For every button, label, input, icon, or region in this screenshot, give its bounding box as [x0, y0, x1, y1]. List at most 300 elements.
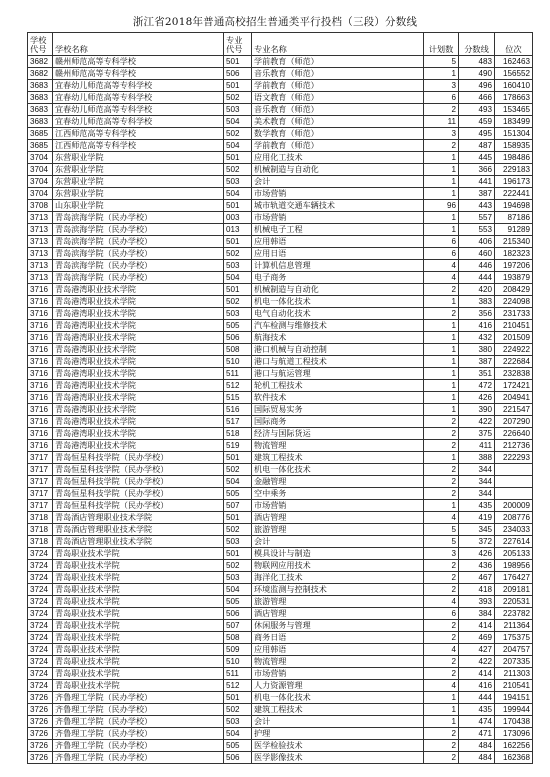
table-row: [28, 176, 533, 188]
cell-school-code: 3726: [28, 692, 53, 704]
cell-score: 384: [459, 608, 495, 620]
cell-major-name: 酒店管理: [252, 608, 424, 620]
cell-major-code: 508: [224, 344, 252, 356]
cell-major-code: 501: [224, 284, 252, 296]
cell-school-code: 3713: [28, 272, 53, 284]
cell-school-code: 3683: [28, 80, 53, 92]
header-major-name: 专业名称: [252, 33, 424, 56]
cell-school-code: 3724: [28, 632, 53, 644]
cell-school-name: 齐鲁理工学院（民办学校）: [53, 692, 224, 704]
cell-school-name: 青岛港湾职业技术学院: [53, 344, 224, 356]
cell-plan: 2: [424, 428, 459, 440]
cell-major-code: 503: [224, 308, 252, 320]
cell-major-code: 504: [224, 584, 252, 596]
table-row: [28, 428, 533, 440]
cell-plan: 1: [424, 500, 459, 512]
table-row: [28, 284, 533, 296]
header-plan: 计划数: [424, 33, 459, 56]
cell-plan: 2: [424, 488, 459, 500]
cell-plan: 1: [424, 332, 459, 344]
table-row: [28, 704, 533, 716]
cell-major-name: 语文教育（师范）: [252, 92, 424, 104]
cell-rank: 209181: [495, 584, 533, 596]
cell-score: 493: [459, 104, 495, 116]
table-row: [28, 632, 533, 644]
cell-school-name: 青岛职业技术学院: [53, 608, 224, 620]
cell-rank: 170438: [495, 716, 533, 728]
cell-school-code: 3716: [28, 416, 53, 428]
cell-plan: 2: [424, 656, 459, 668]
cell-major-code: 504: [224, 116, 252, 128]
cell-score: 471: [459, 728, 495, 740]
header-school-code-line2: 代号: [30, 44, 47, 54]
cell-score: 344: [459, 476, 495, 488]
cell-school-code: 3708: [28, 200, 53, 212]
cell-school-code: 3713: [28, 236, 53, 248]
cell-plan: 1: [424, 716, 459, 728]
cell-major-code: 501: [224, 200, 252, 212]
cell-plan: 4: [424, 272, 459, 284]
cell-school-name: 齐鲁理工学院（民办学校）: [53, 716, 224, 728]
cell-school-code: 3718: [28, 536, 53, 548]
cell-school-code: 3724: [28, 548, 53, 560]
cell-rank: 207335: [495, 656, 533, 668]
cell-major-name: 会计: [252, 176, 424, 188]
cell-score: 406: [459, 236, 495, 248]
cell-major-code: 509: [224, 644, 252, 656]
cell-major-code: 515: [224, 392, 252, 404]
cell-plan: 1: [424, 164, 459, 176]
cell-major-code: 506: [224, 332, 252, 344]
cell-school-name: 齐鲁理工学院（民办学校）: [53, 728, 224, 740]
cell-rank: 91289: [495, 224, 533, 236]
cell-plan: 6: [424, 92, 459, 104]
cell-rank: 201509: [495, 332, 533, 344]
cell-major-name: 模具设计与制造: [252, 548, 424, 560]
cell-major-name: 学前教育（师范）: [252, 80, 424, 92]
cell-score: 411: [459, 440, 495, 452]
cell-school-name: 青岛酒店管理职业技术学院: [53, 512, 224, 524]
cell-major-code: 516: [224, 404, 252, 416]
cell-score: 435: [459, 704, 495, 716]
cell-plan: 5: [424, 536, 459, 548]
cell-score: 441: [459, 176, 495, 188]
table-row: [28, 368, 533, 380]
cell-rank: 153465: [495, 104, 533, 116]
cell-plan: 1: [424, 392, 459, 404]
table-row: [28, 740, 533, 752]
cell-rank: 182323: [495, 248, 533, 260]
cell-rank: 183499: [495, 116, 533, 128]
cell-rank: 215340: [495, 236, 533, 248]
cell-rank: 158935: [495, 140, 533, 152]
cell-school-name: 宜春幼儿师范高等专科学校: [53, 116, 224, 128]
cell-school-code: 3724: [28, 596, 53, 608]
cell-major-name: 港口与航道工程技术: [252, 356, 424, 368]
cell-rank: 224922: [495, 344, 533, 356]
cell-score: 383: [459, 296, 495, 308]
cell-plan: 2: [424, 632, 459, 644]
cell-major-code: 510: [224, 656, 252, 668]
cell-major-code: 512: [224, 680, 252, 692]
cell-major-name: 应用韩语: [252, 644, 424, 656]
cell-plan: 2: [424, 620, 459, 632]
cell-rank: 224098: [495, 296, 533, 308]
cell-major-name: 音乐教育（师范）: [252, 104, 424, 116]
cell-school-code: 3717: [28, 488, 53, 500]
cell-major-code: 519: [224, 440, 252, 452]
cell-plan: 11: [424, 116, 459, 128]
table-row: [28, 464, 533, 476]
cell-major-code: 013: [224, 224, 252, 236]
cell-plan: 1: [424, 212, 459, 224]
cell-plan: 4: [424, 512, 459, 524]
cell-plan: 2: [424, 560, 459, 572]
cell-score: 495: [459, 128, 495, 140]
table-row: [28, 92, 533, 104]
cell-school-code: 3716: [28, 392, 53, 404]
cell-plan: 2: [424, 416, 459, 428]
cell-rank: 200009: [495, 500, 533, 512]
cell-school-code: 3704: [28, 188, 53, 200]
cell-school-name: 赣州师范高等专科学校: [53, 68, 224, 80]
table-body: [28, 56, 533, 764]
cell-school-code: 3713: [28, 212, 53, 224]
cell-school-name: 青岛职业技术学院: [53, 656, 224, 668]
cell-score: 483: [459, 56, 495, 68]
table-row: [28, 584, 533, 596]
cell-score: 472: [459, 380, 495, 392]
cell-rank: 231733: [495, 308, 533, 320]
cell-major-name: 海洋化工技术: [252, 572, 424, 584]
cell-plan: 5: [424, 524, 459, 536]
cell-school-code: 3716: [28, 440, 53, 452]
cell-rank: 210451: [495, 320, 533, 332]
cell-major-code: 506: [224, 752, 252, 764]
cell-rank: 160410: [495, 80, 533, 92]
table-row: [28, 500, 533, 512]
cell-school-code: 3704: [28, 164, 53, 176]
cell-major-name: 轮机工程技术: [252, 380, 424, 392]
cell-major-code: 518: [224, 428, 252, 440]
table-row: [28, 656, 533, 668]
cell-plan: 1: [424, 356, 459, 368]
table-row: [28, 404, 533, 416]
cell-major-name: 商务日语: [252, 632, 424, 644]
cell-score: 422: [459, 656, 495, 668]
cell-score: 414: [459, 620, 495, 632]
cell-school-code: 3717: [28, 452, 53, 464]
cell-major-code: 508: [224, 632, 252, 644]
header-major-code: [224, 33, 252, 56]
cell-major-name: 美术教育（师范）: [252, 116, 424, 128]
cell-school-name: 青岛职业技术学院: [53, 560, 224, 572]
cell-major-code: 512: [224, 380, 252, 392]
cell-major-code: 504: [224, 272, 252, 284]
table-row: [28, 356, 533, 368]
cell-school-code: 3726: [28, 704, 53, 716]
header-rank: 位次: [495, 33, 533, 56]
cell-plan: 6: [424, 248, 459, 260]
cell-major-code: 504: [224, 188, 252, 200]
cell-school-code: 3716: [28, 344, 53, 356]
cell-major-name: 应用韩语: [252, 236, 424, 248]
cell-rank: 205133: [495, 548, 533, 560]
table-row: [28, 728, 533, 740]
cell-major-code: 503: [224, 104, 252, 116]
cell-plan: 4: [424, 644, 459, 656]
cell-rank: [495, 464, 533, 476]
cell-rank: 162368: [495, 752, 533, 764]
cell-major-code: 003: [224, 212, 252, 224]
cell-plan: 1: [424, 224, 459, 236]
cell-school-name: 江西师范高等专科学校: [53, 140, 224, 152]
cell-rank: 198956: [495, 560, 533, 572]
table-row: [28, 68, 533, 80]
cell-major-code: 503: [224, 536, 252, 548]
cell-school-name: 宜春幼儿师范高等专科学校: [53, 92, 224, 104]
cell-school-name: 青岛港湾职业技术学院: [53, 284, 224, 296]
cell-rank: 194151: [495, 692, 533, 704]
cell-school-name: 青岛职业技术学院: [53, 644, 224, 656]
cell-major-code: 501: [224, 152, 252, 164]
cell-major-code: 503: [224, 176, 252, 188]
cell-major-code: 504: [224, 476, 252, 488]
cell-major-name: 学前教育（师范）: [252, 56, 424, 68]
cell-major-name: 市场营销: [252, 668, 424, 680]
cell-school-code: 3724: [28, 680, 53, 692]
cell-rank: 87186: [495, 212, 533, 224]
cell-school-name: 齐鲁理工学院（民办学校）: [53, 740, 224, 752]
cell-major-name: 机械电子工程: [252, 224, 424, 236]
cell-score: 416: [459, 680, 495, 692]
cell-score: 422: [459, 416, 495, 428]
cell-score: 388: [459, 452, 495, 464]
cell-score: 466: [459, 92, 495, 104]
table-row: [28, 200, 533, 212]
cell-plan: 2: [424, 140, 459, 152]
cell-plan: 1: [424, 344, 459, 356]
cell-major-name: 金融管理: [252, 476, 424, 488]
table-row: [28, 416, 533, 428]
header-school-code: [28, 33, 53, 56]
cell-major-name: 医学检验技术: [252, 740, 424, 752]
cell-school-code: 3713: [28, 224, 53, 236]
cell-plan: 1: [424, 404, 459, 416]
cell-score: 444: [459, 692, 495, 704]
table-row: [28, 560, 533, 572]
cell-school-name: 青岛恒星科技学院（民办学校）: [53, 464, 224, 476]
cell-rank: 207290: [495, 416, 533, 428]
cell-major-code: 501: [224, 548, 252, 560]
cell-school-name: 江西师范高等专科学校: [53, 128, 224, 140]
cell-school-code: 3716: [28, 332, 53, 344]
cell-major-name: 市场营销: [252, 500, 424, 512]
cell-rank: 173096: [495, 728, 533, 740]
cell-school-code: 3716: [28, 428, 53, 440]
cell-major-name: 电子商务: [252, 272, 424, 284]
cell-plan: 3: [424, 80, 459, 92]
cell-school-name: 青岛港湾职业技术学院: [53, 416, 224, 428]
cell-score: 356: [459, 308, 495, 320]
cell-major-code: 505: [224, 488, 252, 500]
cell-school-code: 3716: [28, 368, 53, 380]
cell-plan: 2: [424, 752, 459, 764]
cell-school-name: 东营职业学院: [53, 152, 224, 164]
cell-plan: 5: [424, 56, 459, 68]
table-row: [28, 524, 533, 536]
table-row: [28, 272, 533, 284]
cell-major-name: 国际贸易实务: [252, 404, 424, 416]
cell-plan: 1: [424, 704, 459, 716]
cell-school-code: 3716: [28, 296, 53, 308]
cell-major-code: 501: [224, 80, 252, 92]
cell-rank: 196173: [495, 176, 533, 188]
cell-major-name: 数学教育（师范）: [252, 128, 424, 140]
cell-school-code: 3713: [28, 248, 53, 260]
cell-school-name: 青岛滨海学院（民办学校）: [53, 272, 224, 284]
cell-rank: 176427: [495, 572, 533, 584]
cell-school-name: 青岛港湾职业技术学院: [53, 440, 224, 452]
cell-rank: 208429: [495, 284, 533, 296]
cell-score: 553: [459, 224, 495, 236]
cell-score: 344: [459, 488, 495, 500]
cell-score: 418: [459, 584, 495, 596]
header-school-code-line1: 学校: [30, 35, 47, 45]
table-row: [28, 308, 533, 320]
table-row: [28, 596, 533, 608]
cell-major-name: 计算机信息管理: [252, 260, 424, 272]
cell-major-name: 港口机械与自动控制: [252, 344, 424, 356]
table-row: [28, 152, 533, 164]
cell-major-code: 502: [224, 296, 252, 308]
cell-major-code: 517: [224, 416, 252, 428]
cell-school-name: 青岛港湾职业技术学院: [53, 392, 224, 404]
table-row: [28, 260, 533, 272]
cell-major-name: 旅游管理: [252, 596, 424, 608]
table-row: [28, 236, 533, 248]
table-row: [28, 188, 533, 200]
cell-school-name: 青岛港湾职业技术学院: [53, 428, 224, 440]
cell-score: 390: [459, 404, 495, 416]
cell-rank: 226640: [495, 428, 533, 440]
table-row: [28, 692, 533, 704]
cell-score: 414: [459, 668, 495, 680]
cell-rank: [495, 488, 533, 500]
cell-rank: 227614: [495, 536, 533, 548]
cell-major-code: 505: [224, 320, 252, 332]
cell-major-code: 502: [224, 128, 252, 140]
cell-major-code: 511: [224, 368, 252, 380]
cell-school-code: 3685: [28, 128, 53, 140]
table-row: [28, 572, 533, 584]
cell-school-name: 青岛港湾职业技术学院: [53, 296, 224, 308]
cell-school-code: 3726: [28, 716, 53, 728]
cell-rank: 210541: [495, 680, 533, 692]
cell-plan: 2: [424, 464, 459, 476]
cell-school-code: 3683: [28, 116, 53, 128]
cell-major-name: 港口与航运管理: [252, 368, 424, 380]
cell-school-code: 3726: [28, 752, 53, 764]
cell-rank: 222293: [495, 452, 533, 464]
cell-score: 426: [459, 392, 495, 404]
cell-major-name: 物联网应用技术: [252, 560, 424, 572]
cell-school-code: 3716: [28, 308, 53, 320]
cell-score: 445: [459, 152, 495, 164]
table-row: [28, 248, 533, 260]
cell-school-name: 青岛港湾职业技术学院: [53, 332, 224, 344]
header-score: 分数线: [459, 33, 495, 56]
cell-major-code: 503: [224, 716, 252, 728]
cell-school-name: 青岛职业技术学院: [53, 668, 224, 680]
table-row: [28, 488, 533, 500]
cell-school-name: 青岛滨海学院（民办学校）: [53, 248, 224, 260]
cell-plan: 1: [424, 188, 459, 200]
cell-school-code: 3713: [28, 260, 53, 272]
page-title: 浙江省2018年普通高校招生普通类平行投档（三段）分数线: [132, 16, 418, 28]
cell-major-name: 旅游管理: [252, 524, 424, 536]
cell-school-name: 青岛职业技术学院: [53, 548, 224, 560]
cell-rank: 222441: [495, 188, 533, 200]
cell-school-name: 东营职业学院: [53, 176, 224, 188]
table-row: [28, 164, 533, 176]
cell-major-name: 医学影像技术: [252, 752, 424, 764]
cell-score: 351: [459, 368, 495, 380]
cell-school-name: 青岛职业技术学院: [53, 680, 224, 692]
table-row: [28, 104, 533, 116]
table-row: [28, 140, 533, 152]
cell-plan: 4: [424, 596, 459, 608]
cell-major-name: 机电一体化技术: [252, 296, 424, 308]
cell-plan: 3: [424, 128, 459, 140]
cell-score: 419: [459, 512, 495, 524]
cell-rank: 204757: [495, 644, 533, 656]
cell-school-name: 青岛酒店管理职业技术学院: [53, 524, 224, 536]
cell-school-code: 3682: [28, 68, 53, 80]
cell-score: 435: [459, 500, 495, 512]
cell-major-name: 学前教育（师范）: [252, 140, 424, 152]
cell-major-code: 502: [224, 164, 252, 176]
cell-school-name: 青岛职业技术学院: [53, 584, 224, 596]
cell-school-code: 3716: [28, 404, 53, 416]
table-row: [28, 680, 533, 692]
cell-plan: 1: [424, 296, 459, 308]
cell-major-name: 应用日语: [252, 248, 424, 260]
cell-major-code: 502: [224, 704, 252, 716]
cell-major-name: 机电一体化技术: [252, 464, 424, 476]
cell-major-name: 休闲服务与管理: [252, 620, 424, 632]
cell-school-name: 青岛滨海学院（民办学校）: [53, 224, 224, 236]
cell-score: 459: [459, 116, 495, 128]
cell-major-name: 电气自动化技术: [252, 308, 424, 320]
cell-major-code: 503: [224, 260, 252, 272]
cell-score: 426: [459, 548, 495, 560]
cell-rank: 229183: [495, 164, 533, 176]
cell-plan: 2: [424, 476, 459, 488]
cell-major-code: 501: [224, 692, 252, 704]
cell-school-code: 3726: [28, 740, 53, 752]
cell-major-name: 物流管理: [252, 656, 424, 668]
cell-score: 446: [459, 260, 495, 272]
header-major-code-line1: 专业: [226, 35, 243, 45]
table-row: [28, 128, 533, 140]
cell-school-code: 3724: [28, 656, 53, 668]
cell-school-code: 3717: [28, 464, 53, 476]
cell-school-name: 青岛职业技术学院: [53, 620, 224, 632]
cell-plan: 4: [424, 680, 459, 692]
cell-school-name: 齐鲁理工学院（民办学校）: [53, 752, 224, 764]
header-school-name: 学校名称: [53, 33, 224, 56]
